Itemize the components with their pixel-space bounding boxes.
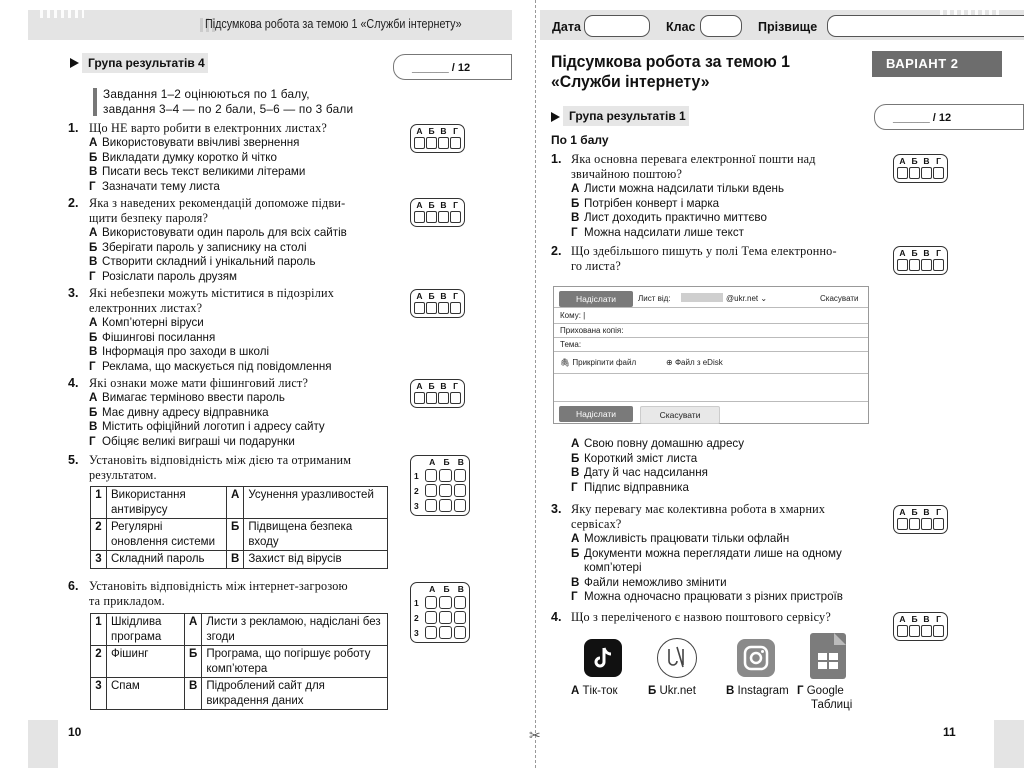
page-title-line: «Служби інтернету» (551, 72, 710, 91)
answer-cell[interactable] (450, 137, 461, 149)
question-1: Що НЕ варто робити в електронних листах? А Використовувати ввічливі звернення Б Викладати думку коротко й чітко В Писати весь текст великими літерами Г Зазначати тему листа (89, 121, 389, 194)
answer-cell[interactable] (425, 499, 437, 512)
answer-grid[interactable] (410, 198, 465, 227)
option-text: Розіслати пароль друзям (102, 269, 238, 283)
question-text: Що здебільшого пишуть у полі Тема електронно- (571, 244, 837, 258)
question-text: щити безпеку пароля? (89, 211, 209, 225)
question-2: Яка з наведених рекомендацій допоможе підви- щити безпеку пароля? А Використовувати один пароль для всіх сайтів Б Зберігати пароль у записнику на столі В Створити складний і унікальний пароль Г Розіслати пароль друзям (89, 196, 389, 284)
answer-cell[interactable] (439, 596, 451, 609)
table-row: 3 Складний пароль В Захист від вірусів (91, 551, 388, 569)
answer-grid[interactable] (893, 154, 948, 183)
answer-cell[interactable] (425, 596, 437, 609)
option-c-label: В Instagram (726, 685, 789, 697)
question-number: 1. (551, 152, 562, 166)
answer-cell[interactable] (414, 302, 425, 314)
grid-column-label: В (457, 457, 464, 467)
surname-label: Прізвище (758, 20, 818, 34)
note-bar (93, 88, 97, 116)
question-text: Яка основна перевага електронної пошти над (571, 152, 816, 166)
table-row: 2 Фішинг Б Програма, що погіршує роботу комп’ютера (91, 646, 388, 678)
ukrnet-icon (657, 638, 697, 678)
table-row: 2 Регулярні оновлення системи Б Підвищена безпека входу (91, 519, 388, 551)
edisk-label: Файл з eDisk (674, 358, 723, 367)
group-arrow-icon (551, 112, 560, 122)
email-compose-window (553, 286, 869, 424)
grid-column-label: Б (428, 126, 435, 136)
right-group-label: Група результатів 1 (563, 106, 689, 126)
grid-column-label: Г (453, 200, 458, 210)
grid-column-label: Б (428, 381, 435, 391)
grid-column-label: В (440, 381, 447, 391)
surname-field[interactable] (827, 15, 1024, 37)
question-text: сервісах? (571, 517, 622, 531)
question-6 (89, 579, 389, 609)
grid-column-label: В (440, 126, 447, 136)
answer-grid[interactable] (893, 612, 948, 641)
option-text: Можна одночасно працювати з різних пристроїв (584, 590, 843, 604)
answer-cell[interactable] (439, 469, 451, 482)
grid-column-label: А (416, 200, 423, 210)
option-text: Свою повну домашню адресу (584, 437, 745, 450)
date-label: Дата (552, 20, 581, 34)
answer-cell[interactable] (414, 137, 425, 149)
option-text: Викладати думку коротко й чітко (102, 150, 277, 164)
matching-answer-grid[interactable] (410, 455, 470, 516)
edisk-link[interactable] (666, 358, 723, 367)
answer-grid[interactable] (893, 246, 948, 275)
scoring-note-line: Завдання 1–2 оцінюються по 1 балу, (103, 87, 310, 101)
answer-grid[interactable] (893, 505, 948, 534)
option-text: Можливість працювати тільки офлайн (584, 532, 790, 545)
option-text: Короткий зміст листа (584, 451, 698, 465)
answer-cell[interactable] (454, 596, 466, 609)
option-text: Має дивну адресу відправника (102, 405, 269, 419)
grid-column-label: Б (443, 584, 450, 594)
answer-cell[interactable] (897, 259, 908, 271)
question-text: Установіть відповідність між дією та отриманим (89, 453, 352, 467)
answer-cell[interactable] (414, 211, 425, 223)
grid-column-label: В (923, 156, 930, 166)
question-text: го листа? (571, 259, 621, 273)
divider (554, 323, 868, 324)
send-button-top[interactable]: Надіслати (559, 291, 633, 307)
answer-cell[interactable] (426, 211, 437, 223)
answer-cell[interactable] (438, 392, 449, 404)
grid-column-label: А (416, 126, 423, 136)
left-score-box: ______ / 12 (393, 54, 512, 80)
subject-field[interactable]: Тема: (560, 340, 582, 349)
instagram-icon (737, 639, 775, 677)
answer-cell[interactable] (425, 484, 437, 497)
option-a-label: А Tік-ток (571, 685, 618, 697)
answer-cell[interactable] (425, 626, 437, 639)
question-number: 3. (68, 286, 79, 300)
question-3: Які небезпеки можуть міститися в підозрілих електронних листах? А Комп’ютерні віруси Б Фішингові посилання В Інформація про заходи в школі Г Реклама, що маскується під повідомлення (89, 286, 389, 374)
answer-cell[interactable] (450, 302, 461, 314)
question-text: Що НЕ варто робити в електронних листах? (89, 121, 328, 135)
grid-column-label: А (416, 291, 423, 301)
option-text: Лист доходить практично миттєво (584, 211, 767, 225)
question-text: Яка з наведених рекомендацій допоможе підви- (89, 196, 346, 210)
option-text: Використовувати ввічливі звернення (102, 136, 300, 149)
option-text: Вимагає терміново ввести пароль (102, 391, 285, 404)
question-number: 6. (68, 579, 79, 593)
class-field[interactable] (700, 15, 742, 37)
option-text: Обіцяє великі виграші чи подарунки (102, 434, 295, 448)
option-text: Документи можна переглядати лише на одному (584, 546, 842, 560)
answer-cell[interactable] (438, 302, 449, 314)
question-number: 2. (551, 244, 562, 258)
option-d-label: Г Google (797, 685, 844, 697)
question-number: 5. (68, 453, 79, 467)
option-text: Листи можна надсилати тільки вдень (584, 182, 785, 195)
grid-column-label: Г (936, 156, 941, 166)
answer-cell[interactable] (909, 625, 920, 637)
left-page-number: 10 (68, 725, 82, 739)
answer-cell[interactable] (426, 137, 437, 149)
option-d-label-line2: Таблиці (811, 699, 853, 711)
option-text: Файли неможливо змінити (584, 575, 727, 589)
group-arrow-icon (70, 58, 79, 68)
attach-label: Прикріпити файл (572, 358, 637, 367)
variant-badge: ВАРІАНТ 2 (872, 51, 1002, 77)
answer-cell[interactable] (439, 626, 451, 639)
answer-cell[interactable] (454, 626, 466, 639)
question-number: 4. (68, 376, 79, 390)
grid-column-label: Б (911, 156, 918, 166)
answer-cell[interactable] (933, 259, 944, 271)
left-header-pattern (40, 4, 84, 18)
table-row: 3 Спам В Підроблений сайт для викрадення даних (91, 678, 388, 710)
question-text: Установіть відповідність між інтернет-загрозою (89, 579, 348, 593)
answer-cell[interactable] (439, 611, 451, 624)
sender-redacted (681, 293, 723, 302)
plus-circle-icon: ⊕ (666, 358, 673, 367)
question-text: електронних листах? (89, 301, 203, 315)
option-text: Зазначати тему листа (102, 179, 220, 193)
answer-cell[interactable] (425, 611, 437, 624)
left-corner-tab (28, 720, 58, 768)
answer-cell[interactable] (909, 167, 920, 179)
send-button[interactable]: Надіслати (559, 406, 633, 422)
table-row: 1 Шкідлива програма А Листи з рекламою, надіслані без згоди (91, 614, 388, 646)
grid-column-label: Г (453, 291, 458, 301)
grid-column-label: А (899, 248, 906, 258)
option-text: Можна надсилати лише текст (584, 225, 744, 239)
grid-column-label: В (923, 507, 930, 517)
question-text: Що з переліченого є назвою поштового сервісу? (571, 610, 831, 624)
page-title (551, 52, 790, 92)
scissors-icon: ✂ (529, 727, 541, 743)
answer-cell[interactable] (897, 518, 908, 530)
question-text: Які небезпеки можуть міститися в підозрілих (89, 286, 335, 300)
question-text: та прикладом. (89, 594, 165, 608)
divider (554, 373, 868, 374)
grid-row-label: 1 (414, 470, 419, 481)
right-score-box: ______ / 12 (874, 104, 1024, 130)
answer-cell[interactable] (454, 484, 466, 497)
answer-cell[interactable] (454, 469, 466, 482)
answer-grid[interactable] (410, 124, 465, 153)
option-text: Підпис відправника (584, 480, 689, 494)
bcc-field[interactable]: Прихована копія: (560, 326, 624, 335)
right-page-number: 11 (943, 725, 956, 739)
date-field[interactable] (584, 15, 650, 37)
grid-column-label: Б (443, 457, 450, 467)
option-text: Створити складний і унікальний пароль (102, 255, 316, 269)
grid-column-label: Б (911, 248, 918, 258)
matching-table-5 (90, 486, 388, 569)
divider (554, 307, 868, 308)
option-text: Використовувати один пароль для всіх сайтів (102, 226, 347, 239)
answer-cell[interactable] (450, 211, 461, 223)
right-corner-tab (994, 720, 1024, 768)
answer-cell[interactable] (426, 392, 437, 404)
option-text: Інформація про заходи в школі (102, 345, 270, 359)
answer-cell[interactable] (933, 625, 944, 637)
grid-column-label: А (899, 156, 906, 166)
left-group-label: Група результатів 4 (82, 53, 208, 73)
question-number: 1. (68, 121, 79, 135)
answer-grid[interactable] (410, 289, 465, 318)
option-text: Потрібен конверт і марка (584, 196, 720, 210)
answer-cell[interactable] (933, 518, 944, 530)
attach-file-link[interactable] (560, 358, 636, 367)
grid-column-label: А (429, 584, 436, 594)
answer-cell[interactable] (921, 259, 932, 271)
paperclip-icon: 🖇 (560, 358, 571, 367)
tiktok-icon (584, 639, 622, 677)
grid-column-label: Г (453, 381, 458, 391)
option-text: Комп’ютерні віруси (102, 316, 204, 329)
question-r3: Яку перевагу має колективна робота в хмарних сервісах? А Можливість працювати тільки офлайн Б Документи можна переглядати лише на одному комп’ютері В Файли неможливо змінити Г Можна одночасно працювати з різних пристроїв (571, 502, 871, 605)
answer-cell[interactable] (909, 518, 920, 530)
question-number: 4. (551, 610, 562, 624)
option-text: Зберігати пароль у записнику на столі (102, 240, 307, 254)
answer-cell[interactable] (450, 392, 461, 404)
grid-column-label: Б (428, 200, 435, 210)
question-text: Які ознаки може мати фішинговий лист? (89, 376, 309, 390)
question-r1: Яка основна перевага електронної пошти над звичайною поштою? А Листи можна надсилати тільки вдень Б Потрібен конверт і марка В Лист доходить практично миттєво Г Можна надсилати лише текст (571, 152, 871, 240)
grid-column-label: Г (936, 614, 941, 624)
to-label: Кому: (560, 311, 581, 320)
option-text: Писати весь текст великими літерами (102, 165, 306, 179)
question-number: 2. (68, 196, 79, 210)
points-label: По 1 балу (551, 133, 609, 147)
divider (554, 401, 868, 402)
option-b-label: Б Ukr.net (648, 685, 696, 697)
cancel-button[interactable]: Скасувати (640, 406, 720, 424)
grid-column-label: В (457, 584, 464, 594)
google-sheets-icon (810, 633, 846, 679)
answer-cell[interactable] (438, 211, 449, 223)
answer-cell[interactable] (897, 625, 908, 637)
grid-column-label: Б (911, 614, 918, 624)
answer-cell[interactable] (921, 518, 932, 530)
cancel-link-top[interactable]: Скасувати (820, 294, 859, 303)
from-domain-select[interactable]: @ukr.net ⌄ (726, 294, 768, 303)
grid-column-label: В (923, 614, 930, 624)
grid-row-label: 2 (414, 485, 419, 496)
option-text: Містить офіційний логотип і адресу сайту (102, 420, 325, 434)
grid-row-label: 2 (414, 612, 419, 623)
grid-column-label: А (899, 614, 906, 624)
answer-cell[interactable] (933, 167, 944, 179)
grid-column-label: Г (936, 248, 941, 258)
option-text: комп’ютері (584, 561, 642, 575)
grid-row-label: 1 (414, 597, 419, 608)
page-title-line: Підсумкова робота за темою 1 (551, 52, 790, 71)
question-r2 (571, 244, 871, 274)
answer-cell[interactable] (909, 259, 920, 271)
table-row: 1 Використання антивірусу А Усунення уразливостей (91, 487, 388, 519)
answer-cell[interactable] (414, 392, 425, 404)
grid-column-label: В (440, 291, 447, 301)
grid-column-label: Б (428, 291, 435, 301)
option-text: Дату й час надсилання (584, 466, 708, 480)
to-field[interactable]: Кому: | (560, 311, 586, 320)
divider (554, 351, 868, 352)
question-4: Які ознаки може мати фішинговий лист? А Вимагає терміново ввести пароль Б Має дивну адресу відправника В Містить офіційний логотип і адресу сайту Г Обіцяє великі виграші чи подарунки (89, 376, 389, 449)
grid-column-label: Г (936, 507, 941, 517)
grid-column-label: В (440, 200, 447, 210)
matching-answer-grid[interactable] (410, 582, 470, 643)
answer-cell[interactable] (439, 484, 451, 497)
grid-column-label: В (923, 248, 930, 258)
question-text: результатом. (89, 468, 157, 482)
option-text: Фішингові посилання (102, 330, 216, 344)
scoring-note-line: завдання 3–4 — по 2 бали, 5–6 — по 3 бали (103, 102, 354, 116)
divider (554, 337, 868, 338)
grid-column-label: Б (911, 507, 918, 517)
question-number: 3. (551, 502, 562, 516)
answer-cell[interactable] (426, 302, 437, 314)
grid-column-label: А (429, 457, 436, 467)
answer-cell[interactable] (921, 167, 932, 179)
answer-cell[interactable] (454, 611, 466, 624)
from-label: Лист від: (638, 294, 671, 303)
grid-column-label: А (899, 507, 906, 517)
question-text: Яку перевагу має колективна робота в хмарних (571, 502, 826, 516)
answer-cell[interactable] (921, 625, 932, 637)
grid-row-label: 3 (414, 627, 419, 638)
grid-column-label: А (416, 381, 423, 391)
answer-cell[interactable] (425, 469, 437, 482)
answer-grid[interactable] (410, 379, 465, 408)
matching-table-6 (90, 613, 388, 710)
question-r2-options: А Свою повну домашню адресу Б Короткий зміст листа В Дату й час надсилання Г Підпис відправника (571, 437, 745, 494)
answer-cell[interactable] (439, 499, 451, 512)
question-text: звичайною поштою? (571, 167, 683, 181)
class-label: Клас (666, 20, 696, 34)
question-5 (89, 453, 389, 483)
page-spine (535, 0, 536, 768)
answer-cell[interactable] (897, 167, 908, 179)
answer-cell[interactable] (438, 137, 449, 149)
grid-column-label: Г (453, 126, 458, 136)
option-text: Реклама, що маскується під повідомлення (102, 359, 332, 373)
scoring-note (103, 87, 353, 117)
left-header-title: Підсумкова робота за темою 1 «Служби інтернету» (205, 17, 462, 31)
answer-cell[interactable] (454, 499, 466, 512)
grid-row-label: 3 (414, 500, 419, 511)
